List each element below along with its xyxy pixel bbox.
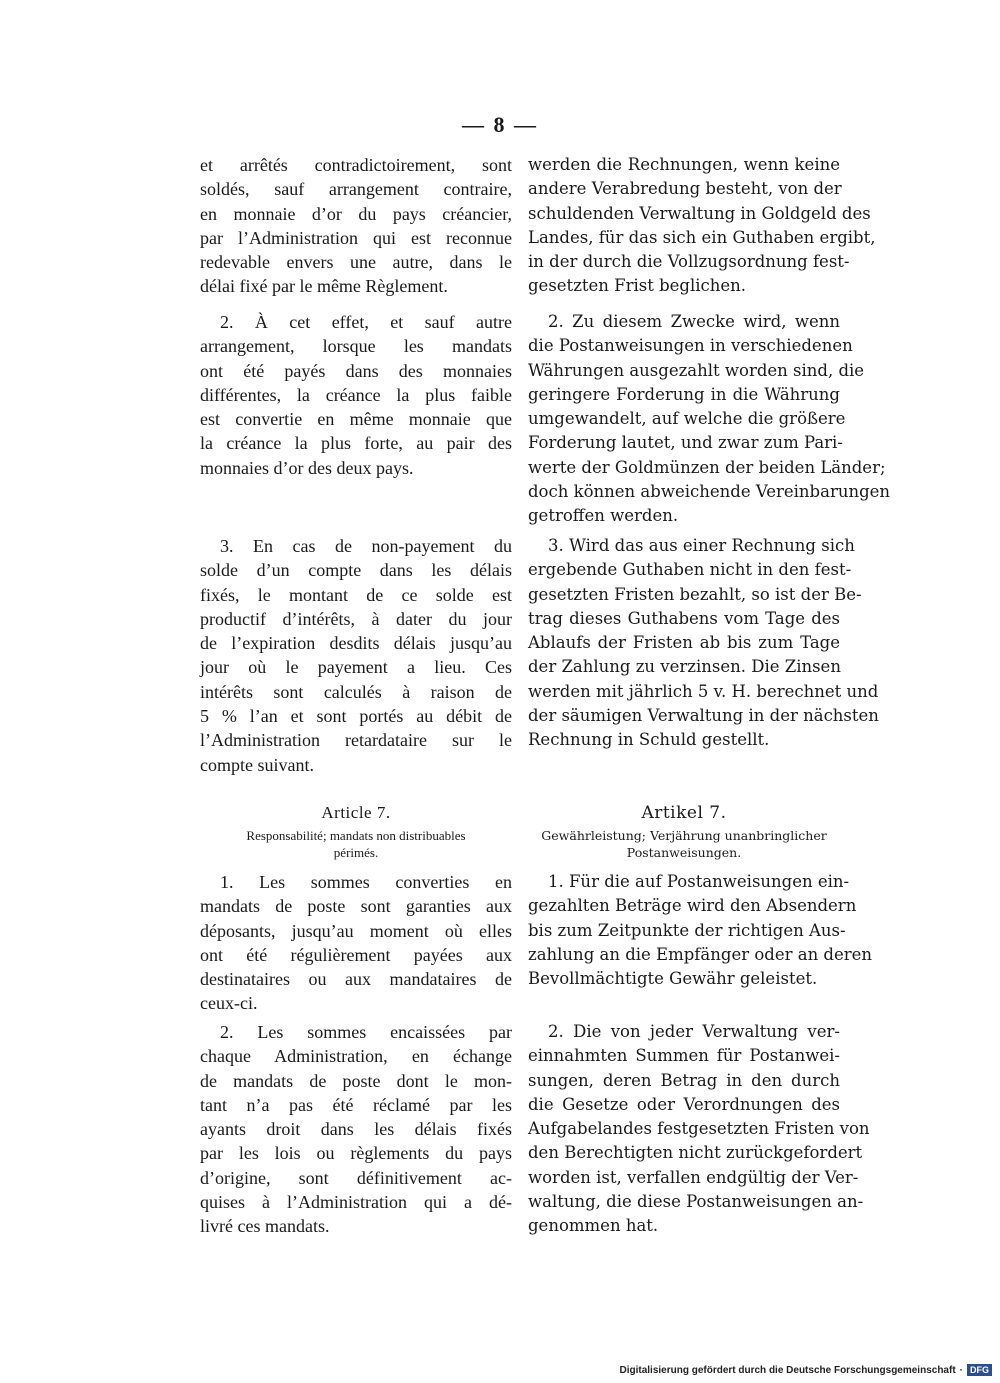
text-line: productif d’intérêts, à dater du jour [200, 608, 512, 629]
text-line: ayants droit dans les délais fixés [200, 1119, 512, 1140]
fr-article-title: Article 7. [321, 803, 391, 822]
text-line: einnahmten Summen für Postanwei- [528, 1046, 840, 1066]
text-line: est convertie en même monnaie que [200, 409, 512, 430]
text-line: d’origine, sont définitivement ac- [200, 1167, 512, 1188]
text-line: par les lois ou règlements du pays [200, 1143, 512, 1164]
text-line: de mandats de poste dont le mon- [200, 1070, 512, 1091]
text-line: werden mit jährlich 5 v. H. berechnet und [528, 681, 879, 701]
page-number: — 8 — [462, 112, 538, 137]
text-line: 5 % l’an et sont portés au débit de [200, 706, 512, 727]
footer-text: Digitalisierung gefördert durch die Deutsche Forschungsgemeinschaft [619, 1364, 956, 1376]
text-line: intérêts sont calculés à raison de [200, 681, 512, 702]
fr-article-subtitle-line: périmés. [333, 845, 379, 860]
text-line: worden ist, verfallen endgültig der Ver- [528, 1167, 859, 1187]
text-line: den Berechtigten nicht zurückgefordert [528, 1143, 863, 1163]
digitization-footer: Digitalisierung gefördert durch die Deutsche Forschungsgemeinschaft · DFG [619, 1364, 992, 1376]
text-line: arrangement, lorsque les mandats [200, 336, 512, 357]
fr-paragraph-3 [200, 534, 512, 777]
text-line: 1. Für die auf Postanweisungen ein- [548, 872, 850, 891]
de-paragraph-4 [528, 870, 873, 991]
text-line: compte suivant. [200, 754, 314, 775]
text-line: zahlung an die Empfänger oder an deren [528, 944, 873, 964]
text-line: gezahlten Beträge wird den Absendern [528, 896, 857, 916]
text-line: destinataires ou aux mandataires de [200, 969, 512, 990]
text-line: en monnaie d’or du pays créancier, [200, 203, 512, 224]
text-line: fixés, le montant de ce solde est [200, 584, 512, 605]
de-article-subtitle-line: Gewährleistung; Verjährung unanbringlicher [541, 828, 827, 843]
text-line: in der durch die Vollzugsordnung fest- [528, 252, 850, 272]
text-line: 1. Les sommes converties en [220, 872, 512, 892]
text-line: redevable envers une autre, dans le [200, 252, 512, 273]
text-line: gesetzten Fristen bezahlt, so ist der Be- [528, 584, 862, 604]
de-article-subtitle-line: Postanweisungen. [626, 845, 742, 860]
text-line: ergebende Guthaben nicht in den fest- [528, 560, 852, 580]
text-line: Ablaufs der Fristen ab bis zum Tage [528, 633, 840, 653]
text-line: sungen, deren Betrag in den durch [528, 1070, 840, 1090]
de-paragraph-2 [528, 310, 891, 529]
text-line: umgewandelt, auf welche die größere [528, 409, 846, 429]
text-line: par l’Administration qui est reconnue [200, 227, 512, 248]
text-line: ont été régulièrement payées aux [200, 944, 512, 965]
text-line: die Gesetze oder Verordnungen des [528, 1094, 840, 1114]
text-line: ceux-ci. [200, 993, 258, 1014]
text-line: 2. Die von jeder Verwaltung ver- [548, 1022, 840, 1041]
text-line: 3. En cas de non-payement du [220, 536, 512, 556]
text-line: mandats de poste sont garanties aux [200, 896, 512, 917]
fr-article-subtitle [200, 827, 512, 861]
text-line: Rechnung in Schuld gestellt. [528, 730, 770, 750]
text-line: werden die Rechnungen, wenn keine [528, 155, 840, 174]
text-line: schuldenden Verwaltung in Goldgeld des [528, 203, 871, 223]
text-line: Aufgabelandes festgesetzten Fristen von [528, 1119, 870, 1139]
dfg-logo: DFG [967, 1364, 992, 1376]
text-line: déposants, jusqu’au moment où elles [200, 920, 512, 941]
de-article-subtitle [528, 827, 840, 861]
text-line: soldés, sauf arrangement contraire, [200, 179, 512, 200]
text-line: doch können abweichende Vereinbarungen [528, 482, 891, 502]
de-article-title: Artikel 7. [641, 803, 727, 823]
text-line: Landes, für das sich ein Guthaben ergibt, [528, 227, 876, 247]
text-line: der säumigen Verwaltung in der nächsten [528, 706, 879, 726]
text-line: et arrêtés contradictoirement, sont [200, 155, 512, 175]
text-line: solde d’un compte dans les délais [200, 560, 512, 581]
de-paragraph-5 [528, 1020, 870, 1239]
de-paragraph-1 [528, 153, 876, 299]
text-line: monnaies d’or des deux pays. [200, 457, 414, 478]
text-line: délai fixé par le même Règlement. [200, 276, 448, 297]
text-line: jour où le payement a lieu. Ces [200, 657, 512, 678]
text-line: die Postanweisungen in verschiedenen [528, 336, 853, 356]
de-paragraph-3 [528, 534, 879, 753]
text-line: livré ces mandats. [200, 1216, 330, 1237]
text-line: quises à l’Administration qui a dé- [200, 1192, 512, 1213]
text-line: andere Verabredung besteht, von der [528, 179, 842, 199]
text-line: la créance la plus forte, au pair des [200, 433, 512, 454]
fr-paragraph-5 [200, 1020, 512, 1239]
text-line: bis zum Zeitpunkte der richtigen Aus- [528, 920, 846, 940]
text-line: trag dieses Guthabens vom Tage des [528, 608, 840, 628]
text-line: tant n’a pas été réclamé par les [200, 1094, 512, 1115]
text-line: ont été payés dans des monnaies [200, 360, 512, 381]
fr-paragraph-1 [200, 153, 512, 299]
text-line: Bevollmächtigte Gewähr geleistet. [528, 969, 818, 989]
text-line: waltung, die diese Postanweisungen an- [528, 1192, 864, 1212]
text-line: der Zahlung zu verzinsen. Die Zinsen [528, 657, 841, 677]
text-line: 2. Zu diesem Zwecke wird, wenn [548, 312, 840, 331]
text-line: chaque Administration, en échange [200, 1046, 512, 1067]
text-line: 2. À cet effet, et sauf autre [220, 312, 512, 332]
fr-article-subtitle-line: Responsabilité; mandats non distribuables [246, 828, 466, 843]
text-line: Forderung lautet, und zwar zum Pari- [528, 433, 843, 453]
text-line: getroffen werden. [528, 506, 679, 526]
text-line: différentes, la créance la plus faible [200, 384, 512, 405]
text-line: 3. Wird das aus einer Rechnung sich [548, 536, 855, 555]
text-line: geringere Forderung in die Währung [528, 384, 840, 404]
text-line: werte der Goldmünzen der beiden Länder; [528, 457, 886, 477]
fr-paragraph-4 [200, 870, 512, 1016]
text-line: de l’expiration desdits délais jusqu’au [200, 633, 512, 654]
fr-paragraph-2 [200, 310, 512, 480]
text-line: Währungen ausgezahlt worden sind, die [528, 360, 865, 380]
text-line: 2. Les sommes encaissées par [220, 1022, 512, 1042]
text-line: genommen hat. [528, 1216, 659, 1236]
text-line: l’Administration retardataire sur le [200, 730, 512, 751]
text-line: gesetzten Frist beglichen. [528, 276, 747, 296]
